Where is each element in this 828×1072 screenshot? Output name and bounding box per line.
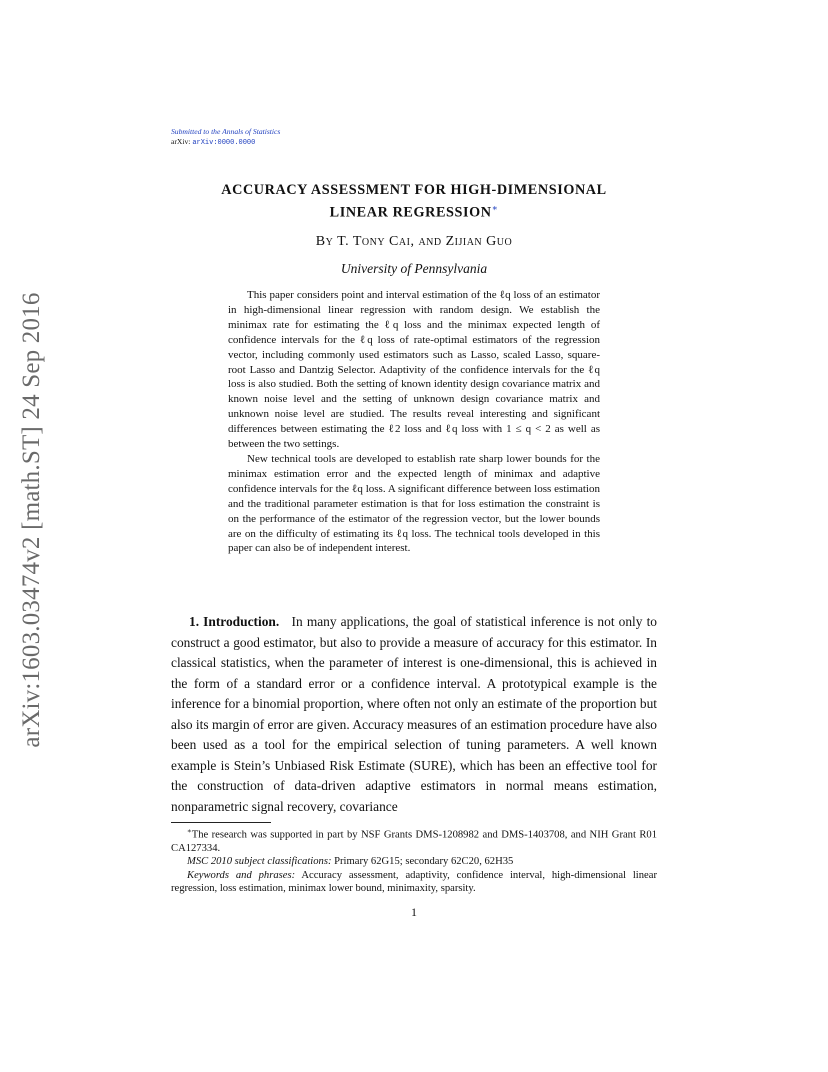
paper-title <box>171 181 657 222</box>
footnotes <box>171 825 657 896</box>
arxiv-label: arXiv: <box>171 137 193 146</box>
paper-authors: By T. Tony Cai, and Zijian Guo <box>315 234 513 249</box>
introduction-paragraph <box>171 612 657 817</box>
funding-text: The research was supported in part by NSF Grants DMS-1208982 and DMS-1403708, and NIH Grant R01 CA127334. <box>171 829 657 854</box>
arxiv-side-stamp <box>12 270 52 770</box>
msc-label: MSC 2010 subject classifications: <box>187 856 332 868</box>
abstract-paragraph-1: This paper considers point and interval estimation of the ℓq loss of an estimator in high-dimensional linear regression with random design. We establish the minimax rate for estimating the ℓq loss and the minimax expected length of confidence intervals for the ℓq loss of rate-optimal estimators of the regression vector, including commonly used estimators such as Lasso, scaled Lasso, square-root Lasso and Dantzig Selector. Adaptivity of the confidence intervals for the ℓq loss is also studied. Both the setting of known identity design covariance matrix and known noise level and the setting of unknown design covariance matrix and unknown noise level are studied. The results reveal interesting and significant differences between estimating the ℓ2 loss and ℓq loss with 1 ≤ q < 2 as well as between the two settings. <box>228 289 600 451</box>
section-heading: 1. Introduction. <box>189 614 280 629</box>
journal-name: Submitted to the Annals of Statistics <box>171 127 281 136</box>
keywords <box>171 869 657 896</box>
journal-header <box>171 127 280 148</box>
abstract <box>228 288 600 556</box>
page-number: 1 <box>411 905 417 919</box>
introduction-section <box>171 612 657 817</box>
msc-classification <box>171 855 657 868</box>
title-line-2: LINEAR REGRESSION <box>329 204 492 221</box>
footnote-rule <box>171 822 271 823</box>
msc-text: Primary 62G15; secondary 62C20, 62H35 <box>334 856 514 868</box>
introduction-text: In many applications, the goal of statistical inference is not only to construct a good estimator, but also to provide a measure of accuracy for this estimator. In classical statistics, when the parameter of interest is one-dimensional, this is achieved in the form of a standard error or a confidence interval. A prototypical example is the inference for a binomial proportion, where often not only an estimate of the proportion but also its margin of error are given. Accuracy measures of an estimation procedure have also been used as a tool for the empirical selection of tuning parameters. A well known example is Stein’s Unbiased Risk Estimate (SURE), which has been an effective tool for the construction of data-driven adaptive estimators in normal means estimation, nonparametric signal recovery, covariance <box>171 614 657 814</box>
keywords-label: Keywords and phrases: <box>187 869 296 881</box>
title-line-1: ACCURACY ASSESSMENT FOR HIGH-DIMENSIONAL <box>221 182 607 198</box>
arxiv-stamp-text: arXiv:1603.03474v2 [math.ST] 24 Sep 2016 <box>18 292 45 748</box>
keywords-text: Accuracy assessment, adaptivity, confidence interval, high-dimensional linear regression, loss estimation, minimax lower bound, minimaxity, sparsity. <box>171 869 657 895</box>
footnote-mark: ∗ <box>187 827 192 835</box>
funding-footnote <box>171 825 657 855</box>
arxiv-id-link[interactable]: arXiv:0000.0000 <box>192 139 256 147</box>
title-line-2-wrap <box>171 199 657 222</box>
title-footnote-mark[interactable]: ∗ <box>491 203 499 213</box>
abstract-paragraph-2: New technical tools are developed to establish rate sharp lower bounds for the minimax estimation error and the expected length of minimax and adaptive confidence intervals for the ℓq loss. A significant difference between loss estimation and the traditional parameter estimation is that for loss estimation the constraint is on the performance of the estimator of the regression vector, but the lower bounds are on the difficulty of estimating its ℓq loss. The technical tools developed in this paper can also be of independent interest. <box>228 452 600 555</box>
arxiv-line <box>171 137 280 148</box>
paper-affiliation: University of Pennsylvania <box>340 261 488 276</box>
